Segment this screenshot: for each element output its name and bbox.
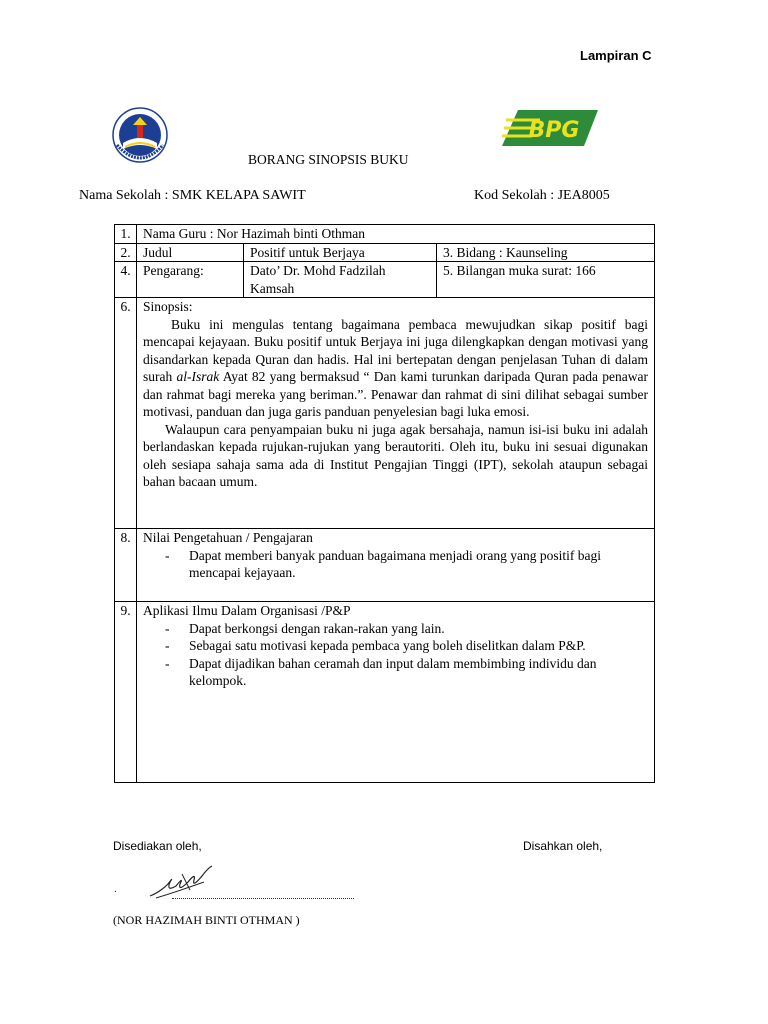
title-label: Judul (137, 243, 244, 262)
row-number: 1. (115, 225, 137, 244)
prepared-by-label: Disediakan oleh, (113, 839, 202, 853)
synopsis-cell (137, 298, 655, 529)
row-number: 2. (115, 243, 137, 262)
form-title: BORANG SINOPSIS BUKU (248, 152, 409, 167)
application-list (143, 620, 648, 690)
list-item: - Dapat berkongsi dengan rakan-rakan yang lain. (165, 620, 648, 638)
synopsis-paragraph-1: Buku ini mengulas tentang bagaimana pembaca mewujudkan sikap positif bagi mencapai kejayaan. Buku positif untuk Berjaya ini juga dilengkapkan dengan motivasi yang disandarkan kepada Quran dan hadis. Hal ini bertepatan dengan penjelasan Tuhan di dalam surah al-Israk Ayat 82 yang bermaksud “ Dan kami turunkan daripada Quran pada penawar dan rahmat bagi mereka yang beriman.”. Penawar dan rahmat di sini dilihat sebagai sumber motivasi, panduan dan juga garis panduan penyelesian bagi luka emosi. (143, 316, 648, 419)
author-label: Pengarang: (137, 262, 244, 298)
table-row-author (115, 262, 655, 298)
table-row-title (115, 243, 655, 262)
field-category: 3. Bidang : Kaunseling (437, 243, 655, 262)
row-number: 4. (115, 262, 137, 298)
values-heading: Nilai Pengetahuan / Pengajaran (143, 530, 313, 545)
bpg-logo-text: BPG (528, 118, 580, 143)
values-cell (137, 529, 655, 602)
ministry-crest-logo (111, 105, 169, 167)
table-row-teacher (115, 225, 655, 244)
synopsis-paragraph-2: Walaupun cara penyampaian buku ni juga agak bersahaja, namun isi-isi buku ini adalah berlandaskan kepada rujukan-rujukan yang berautoriti. Oleh itu, buku ini sesuai digunakan oleh sesiapa sahaja sama ada di Institut Pengajian Tinggi (IPT), sekolah ataupun sebagai bahan bacaan umum. (143, 421, 648, 489)
surah-name: al-Israk (176, 369, 220, 384)
row-number: 6. (115, 298, 137, 529)
table-row-synopsis (115, 298, 655, 529)
approved-by-label: Disahkan oleh, (523, 839, 603, 853)
preparer-name: (NOR HAZIMAH BINTI OTHMAN ) (113, 913, 300, 927)
dot-mark: . (114, 884, 117, 895)
synopsis-heading: Sinopsis: (143, 299, 193, 314)
list-item: - Dapat dijadikan bahan ceramah dan input dalam membimbing individu dan kelompok. (165, 655, 648, 690)
author-name: Dato’ Dr. Mohd Fadzilah Kamsah (244, 262, 437, 298)
application-cell (137, 602, 655, 783)
signature-line (172, 898, 354, 899)
values-list (143, 547, 648, 582)
list-item: - Sebagai satu motivasi kepada pembaca yang boleh diselitkan dalam P&P. (165, 637, 648, 655)
application-heading: Aplikasi Ilmu Dalam Organisasi /P&P (143, 603, 351, 618)
book-title: Positif untuk Berjaya (244, 243, 437, 262)
row-number: 8. (115, 529, 137, 602)
page-count: 5. Bilangan muka surat: 166 (437, 262, 655, 298)
synopsis-form-table (114, 224, 655, 783)
lampiran-label: Lampiran C (580, 48, 652, 63)
signature-image (146, 862, 216, 902)
school-name: Nama Sekolah : SMK KELAPA SAWIT (79, 188, 306, 203)
school-code: Kod Sekolah : JEA8005 (474, 188, 610, 203)
bpg-logo (500, 106, 600, 152)
table-row-values (115, 529, 655, 602)
row-number: 9. (115, 602, 137, 783)
table-row-application (115, 602, 655, 783)
list-item: - Dapat memberi banyak panduan bagaimana menjadi orang yang positif bagi mencapai kejayaan. (165, 547, 648, 582)
teacher-name: Nama Guru : Nor Hazimah binti Othman (137, 225, 655, 244)
